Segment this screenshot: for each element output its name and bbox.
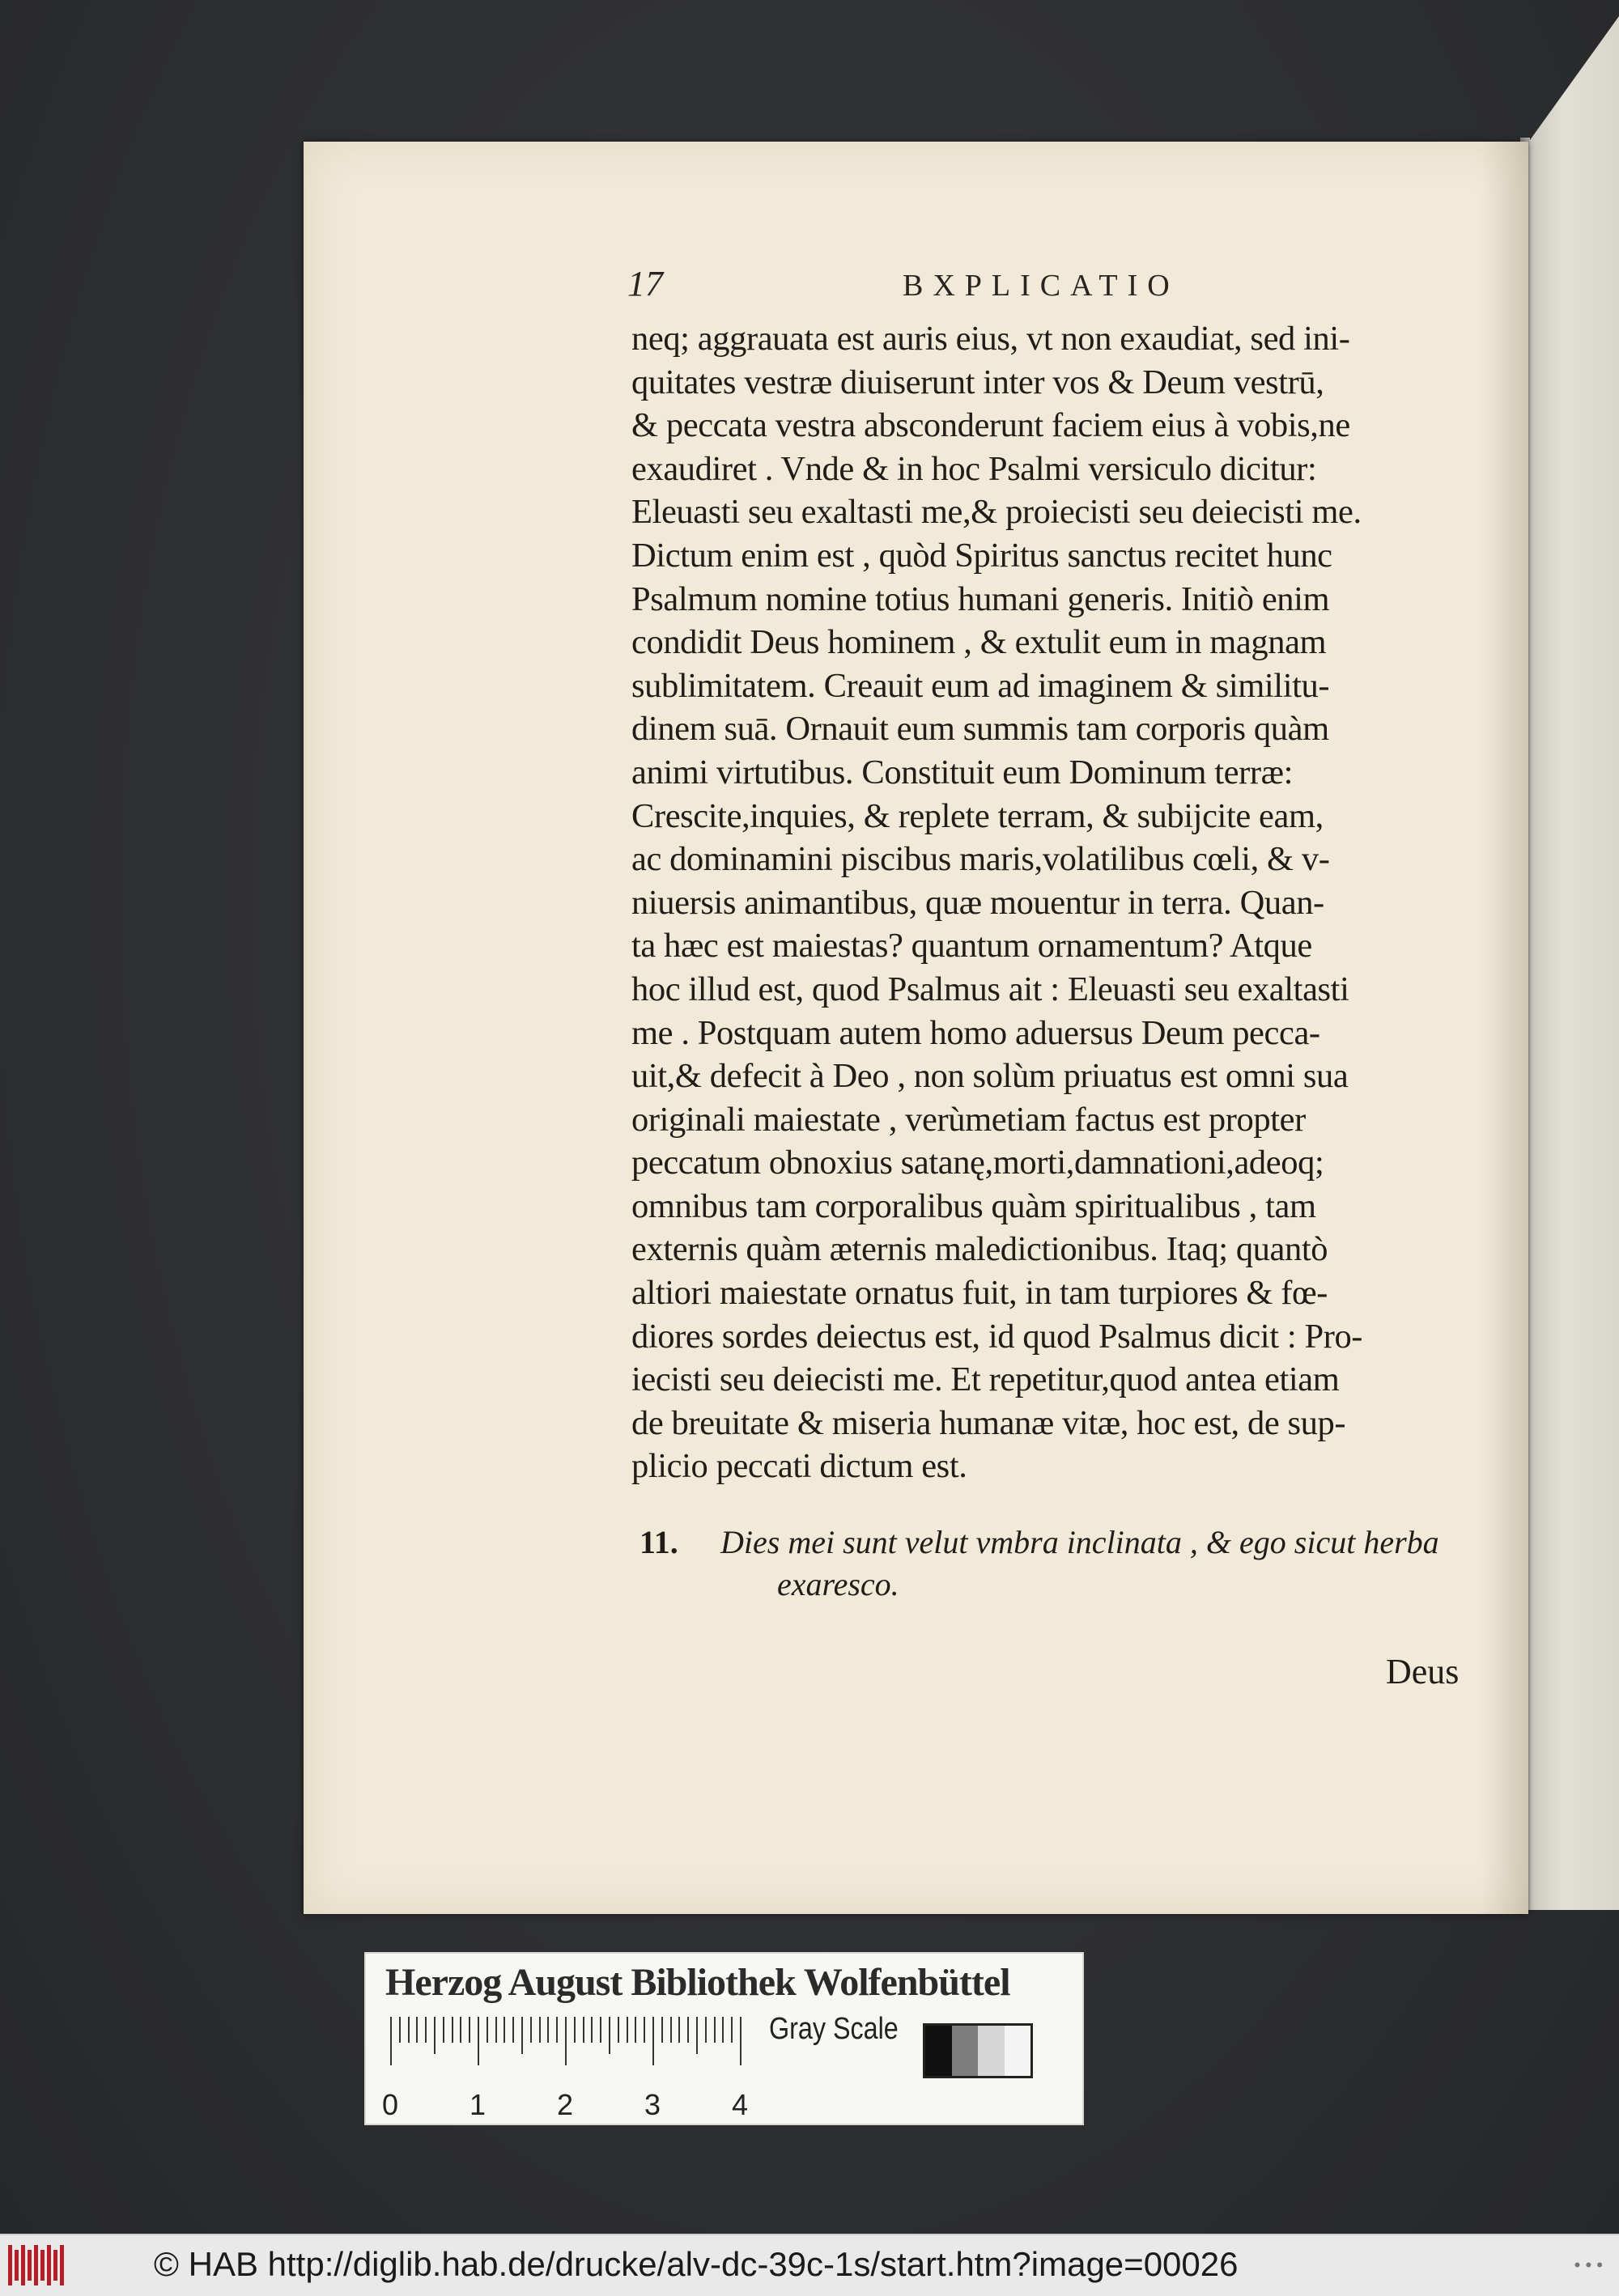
text-line: neq; aggrauata est auris eius, vt non exaudiat, sed ini- bbox=[631, 320, 1350, 358]
logo-bar bbox=[60, 2245, 64, 2285]
ruler-tick bbox=[635, 2017, 636, 2043]
text-line: dinem suā. Ornauit eum summis tam corporis quàm bbox=[631, 710, 1329, 749]
ruler-tick bbox=[512, 2017, 514, 2043]
ruler-tick bbox=[618, 2017, 619, 2043]
ruler-tick bbox=[487, 2017, 488, 2043]
ruler-tick bbox=[390, 2017, 392, 2065]
gray-swatch bbox=[925, 2026, 952, 2076]
ruler-tick bbox=[600, 2017, 601, 2043]
text-line: exaudiret . Vnde & in hoc Psalmi versiculo dicitur: bbox=[631, 449, 1317, 488]
ruler-tick bbox=[696, 2017, 698, 2054]
logo-bar bbox=[28, 2250, 32, 2281]
ruler bbox=[382, 2017, 749, 2121]
ruler-tick bbox=[705, 2017, 707, 2043]
ruler-tick bbox=[574, 2017, 576, 2043]
text-line: originali maiestate , verùmetiam factus est propter bbox=[631, 1100, 1306, 1139]
text-line: altiori maiestate ornatus fuit, in tam turpiores & fœ- bbox=[631, 1274, 1328, 1313]
ruler-number: 4 bbox=[732, 2088, 749, 2121]
ruler-tick bbox=[469, 2017, 470, 2043]
ruler-tick bbox=[583, 2017, 584, 2043]
ruler-tick bbox=[539, 2017, 541, 2043]
logo-bar bbox=[34, 2245, 38, 2285]
text-line: me . Postquam autem homo aduersus Deum pecca- bbox=[631, 1013, 1320, 1052]
ruler-tick bbox=[644, 2017, 645, 2043]
verse-number: 11. bbox=[640, 1524, 678, 1560]
gray-swatch bbox=[978, 2026, 1005, 2076]
text-line: diores sordes deiectus est, id quod Psalmus dicit : Pro- bbox=[631, 1317, 1363, 1356]
ruler-tick bbox=[495, 2017, 497, 2043]
ruler-tick bbox=[521, 2017, 523, 2054]
ruler-tick bbox=[425, 2017, 427, 2043]
text-line: niuersis animantibus, quæ mouentur in terra. Quan- bbox=[631, 883, 1324, 922]
text-line: hoc illud est, quod Psalmus ait : Eleuasti seu exaltasti bbox=[631, 970, 1349, 1008]
text-line: sublimitatem. Creauit eum ad imaginem & similitu- bbox=[631, 666, 1330, 705]
catchword: Deus bbox=[1386, 1652, 1460, 1691]
ruler-tick bbox=[687, 2017, 689, 2043]
ruler-tick bbox=[652, 2017, 654, 2065]
text-line: plicio peccati dictum est. bbox=[631, 1447, 967, 1486]
text-line: condidit Deus hominem , & extulit eum in magnam bbox=[631, 623, 1327, 662]
logo-bar bbox=[53, 2250, 57, 2281]
gray-scale-swatches bbox=[923, 2023, 1033, 2078]
ruler-tick bbox=[452, 2017, 453, 2043]
text-line: ac dominamini piscibus maris,volatilibus cœli, & v- bbox=[631, 840, 1330, 879]
logo-bar bbox=[8, 2245, 12, 2285]
footer-copyright-link[interactable]: © HAB http://diglib.hab.de/drucke/alv-dc-39c-1s/start.htm?image=00026 bbox=[154, 2245, 1239, 2283]
ruler-tick bbox=[591, 2017, 593, 2043]
text-line: peccatum obnoxius satanę,morti,damnationi,adeoq; bbox=[631, 1144, 1324, 1182]
ruler-tick bbox=[547, 2017, 549, 2043]
running-head-title: BXPLICATIO bbox=[903, 269, 1179, 303]
text-line: & peccata vestra absconderunt faciem eius à vobis,ne bbox=[631, 406, 1350, 445]
ruler-tick bbox=[478, 2017, 479, 2065]
ruler-tick bbox=[722, 2017, 724, 2043]
ruler-tick bbox=[460, 2017, 461, 2043]
verse-line: Dies mei sunt velut vmbra inclinata , & ego sicut herba bbox=[720, 1524, 1439, 1560]
text-line: de breuitate & miseria humanæ vitæ, hoc est, de sup- bbox=[631, 1403, 1346, 1442]
ruler-tick bbox=[740, 2017, 742, 2065]
logo-bar bbox=[47, 2245, 51, 2285]
text-line: omnibus tam corporalibus quàm spiritualibus , tam bbox=[631, 1186, 1316, 1225]
body-text bbox=[631, 317, 1473, 1488]
ruler-tick bbox=[678, 2017, 680, 2043]
gray-swatch bbox=[1005, 2026, 1031, 2076]
ruler-tick bbox=[731, 2017, 733, 2043]
ruler-number: 1 bbox=[470, 2088, 487, 2121]
ruler-tick bbox=[565, 2017, 567, 2065]
logo-bar bbox=[21, 2245, 25, 2285]
gray-scale-label: Gray Scale bbox=[769, 2012, 899, 2046]
ruler-tick bbox=[714, 2017, 716, 2043]
ruler-tick bbox=[627, 2017, 628, 2043]
verse-line: exaresco. bbox=[777, 1566, 899, 1602]
adjacent-page-edge bbox=[1526, 16, 1619, 1910]
text-line: iecisti seu deiecisti me. Et repetitur,quod antea etiam bbox=[631, 1360, 1340, 1399]
ruler-number: 0 bbox=[382, 2088, 399, 2121]
ruler-number: 2 bbox=[557, 2088, 574, 2121]
footer-dots: • • • bbox=[1574, 2255, 1603, 2275]
ruler-tick bbox=[609, 2017, 610, 2054]
ruler-tick bbox=[670, 2017, 672, 2043]
hab-logo-icon bbox=[8, 2245, 69, 2285]
ruler-tick bbox=[408, 2017, 410, 2043]
library-name: Herzog August Bibliothek Wolfenbüttel bbox=[385, 1961, 1010, 2004]
page-number: 17 bbox=[627, 264, 663, 303]
ruler-tick bbox=[399, 2017, 401, 2043]
ruler-tick bbox=[416, 2017, 418, 2043]
text-line: externis quàm æternis maledictionibus. Itaq; quantò bbox=[631, 1230, 1328, 1269]
ruler-tick bbox=[504, 2017, 505, 2043]
text-line: Crescite,inquies, & replete terram, & subijcite eam, bbox=[631, 796, 1324, 835]
running-head bbox=[627, 263, 1477, 312]
text-line: animi virtutibus. Constituit eum Dominum terræ: bbox=[631, 753, 1294, 792]
logo-bar bbox=[40, 2250, 45, 2281]
text-line: quitates vestræ diuiserunt inter vos & Deum vestrū, bbox=[631, 363, 1324, 401]
ruler-number: 3 bbox=[644, 2088, 661, 2121]
ruler-tick bbox=[556, 2017, 558, 2043]
text-line: ta hæc est maiestas? quantum ornamentum? Atque bbox=[631, 927, 1312, 966]
text-line: uit,& defecit à Deo , non solùm priuatus est omni sua bbox=[631, 1057, 1349, 1096]
footer-bar bbox=[0, 2234, 1619, 2296]
ruler-tick bbox=[443, 2017, 444, 2043]
logo-bar bbox=[15, 2250, 19, 2281]
text-line: Eleuasti seu exaltasti me,& proiecisti seu deiecisti me. bbox=[631, 493, 1362, 532]
ruler-tick bbox=[434, 2017, 436, 2054]
ruler-tick bbox=[661, 2017, 663, 2043]
text-line: Psalmum nomine totius humani generis. Initiò enim bbox=[631, 579, 1330, 618]
text-line: Dictum enim est , quòd Spiritus sanctus recitet hunc bbox=[631, 536, 1332, 575]
gray-swatch bbox=[952, 2026, 979, 2076]
ruler-tick bbox=[530, 2017, 532, 2043]
color-calibration-card bbox=[364, 1952, 1084, 2125]
